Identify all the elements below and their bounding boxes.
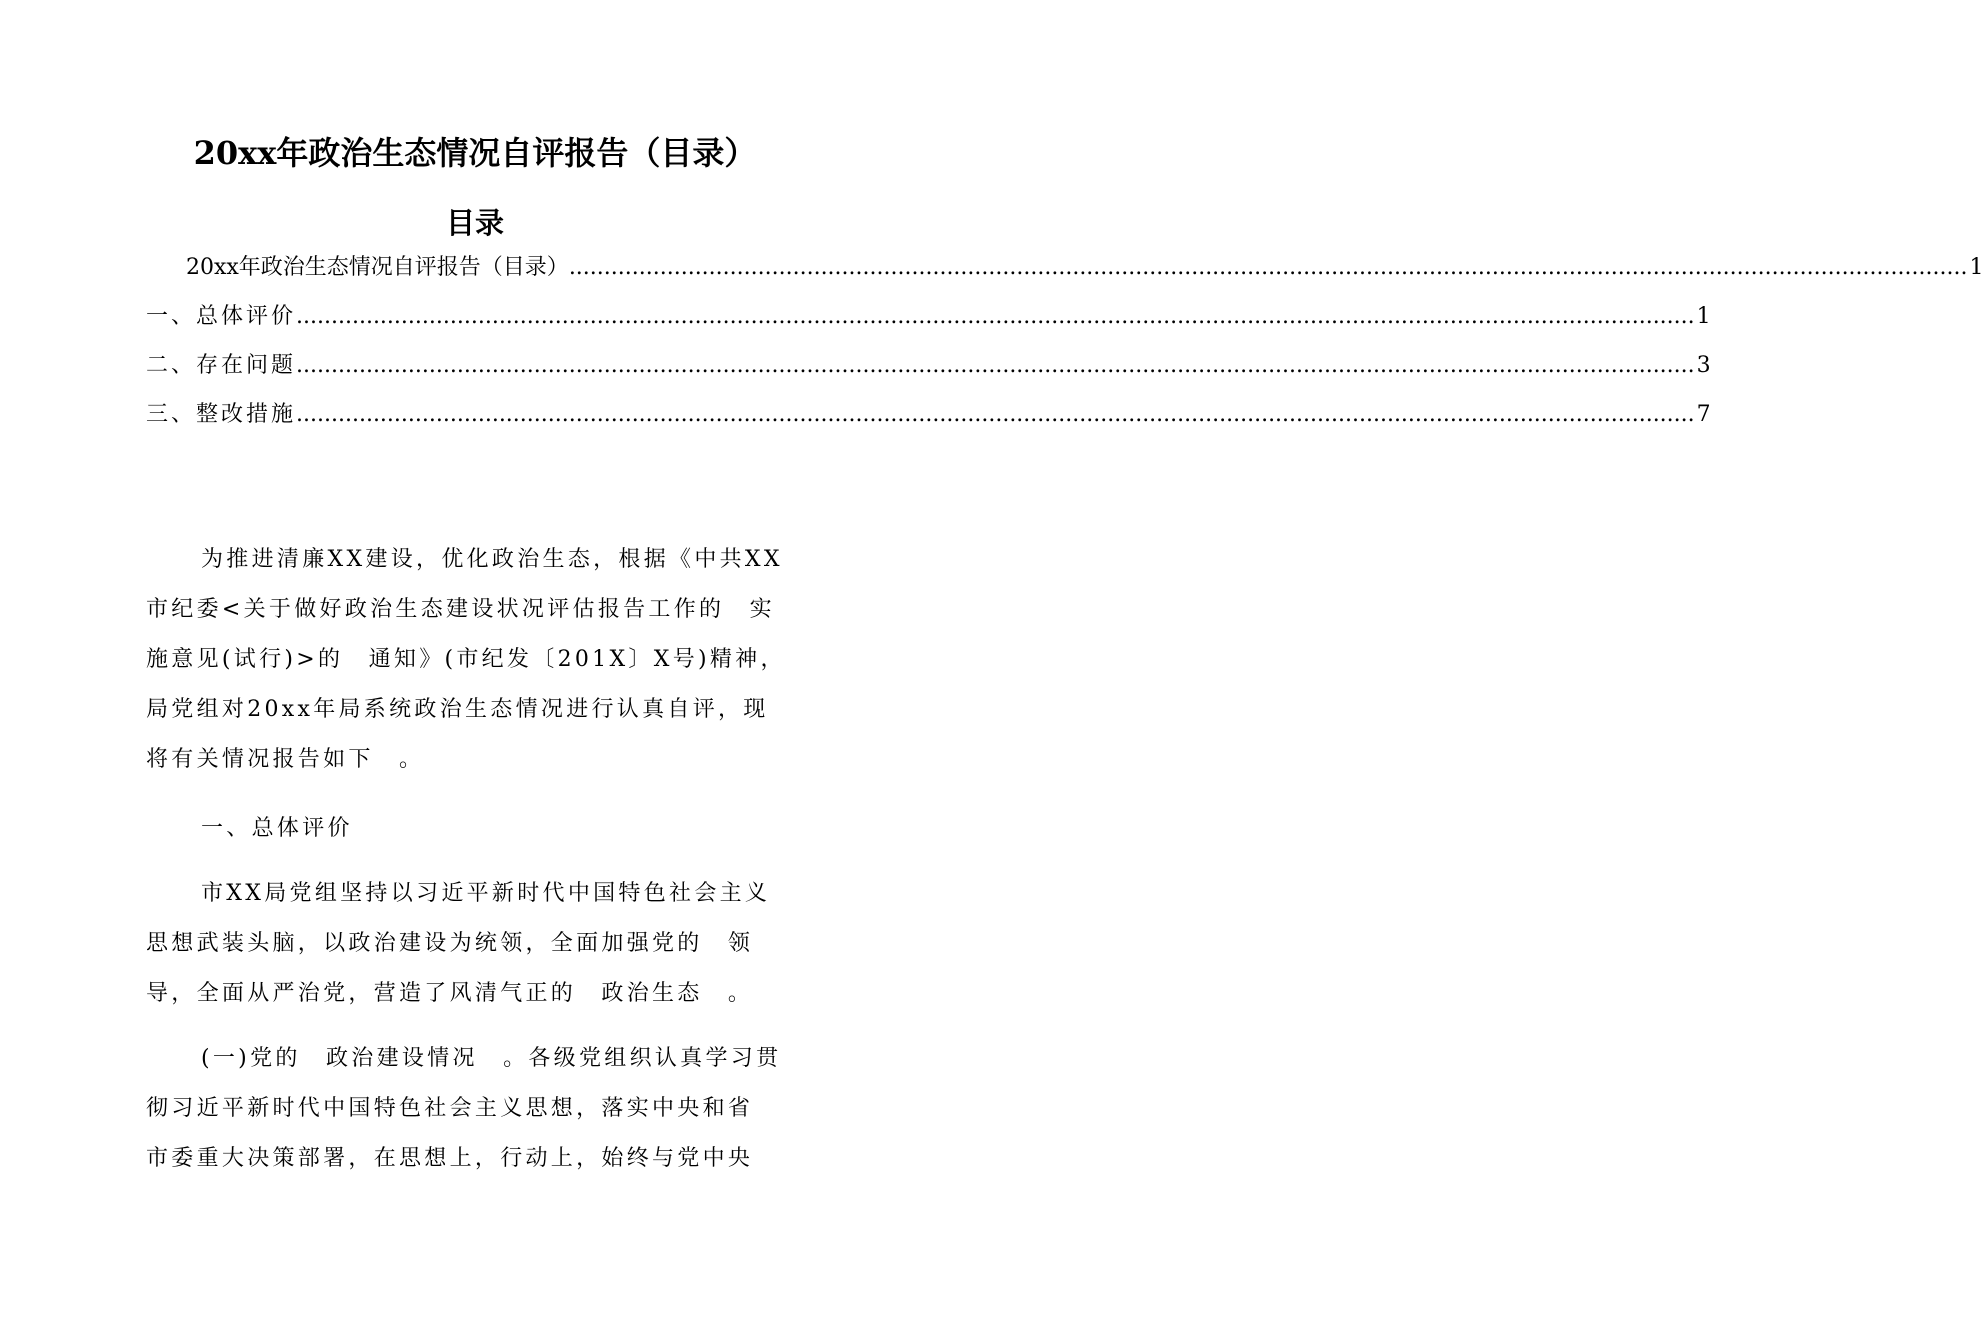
paragraph-line: 市委重大决策部署，在思想上，行动上，始终与党中央 xyxy=(146,1146,754,1171)
toc-entry[interactable] xyxy=(146,397,1711,446)
toc-entry-label: 一、总体评价 xyxy=(146,304,297,329)
toc-entry-page: 3 xyxy=(1696,353,1711,378)
section-heading-text: 一、总体评价 xyxy=(201,816,353,841)
subsection-paragraph xyxy=(146,1034,810,1184)
paragraph-line: 彻习近平新时代中国特色社会主义思想，落实中央和省 xyxy=(146,1096,754,1121)
overview-paragraph xyxy=(146,869,810,1019)
toc-entry[interactable] xyxy=(146,348,1711,397)
paragraph-line: 施意见(试行)>的 通知》(市纪发〔201X〕X号)精神， xyxy=(146,647,786,672)
toc-dot-leader: ........................................................................................................................................................................................................ xyxy=(296,402,1695,427)
toc-entry-page: 1 xyxy=(1696,304,1711,329)
document-title: 20xx年政治生态情况自评报告（目录） xyxy=(193,134,757,172)
paragraph-line: 将有关情况报告如下 。 xyxy=(146,747,425,772)
toc-entry[interactable] xyxy=(146,299,1711,348)
toc-dot-leader: ........................................................................................................................................................................................................ xyxy=(296,353,1695,378)
toc-dot-leader: ........................................................................................................................................................................................................ xyxy=(568,255,1968,280)
toc-entry-page: 7 xyxy=(1696,402,1711,427)
toc-heading: 目录 xyxy=(445,206,504,240)
toc-entry-label: 二、存在问题 xyxy=(146,353,297,378)
toc-entry-label: 三、整改措施 xyxy=(146,402,297,427)
paragraph-line: 市纪委<关于做好政治生态建设状况评估报告工作的 实 xyxy=(146,597,775,622)
paragraph-line: 导，全面从严治党，营造了风清气正的 政治生态 。 xyxy=(146,981,754,1006)
toc-entry-page: 1 xyxy=(1969,255,1983,280)
toc-entry[interactable] xyxy=(146,250,1983,299)
toc-entry-label: 20xx年政治生态情况自评报告（目录） xyxy=(186,255,569,280)
toc-dot-leader: ........................................................................................................................................................................................................ xyxy=(296,304,1695,329)
paragraph-line: 为推进清廉XX建设，优化政治生态，根据《中共XX xyxy=(201,547,783,572)
table-of-contents xyxy=(146,250,1983,446)
section-heading xyxy=(146,804,810,854)
paragraph-line: 思想武装头脑，以政治建设为统领，全面加强党的 领 xyxy=(146,931,754,956)
paragraph-line: 局党组对20xx年局系统政治生态情况进行认真自评，现 xyxy=(146,697,769,722)
intro-paragraph xyxy=(146,535,810,785)
paragraph-line: (一)党的 政治建设情况 。各级党组织认真学习贯 xyxy=(201,1046,782,1071)
paragraph-line: 市XX局党组坚持以习近平新时代中国特色社会主义 xyxy=(201,881,771,906)
